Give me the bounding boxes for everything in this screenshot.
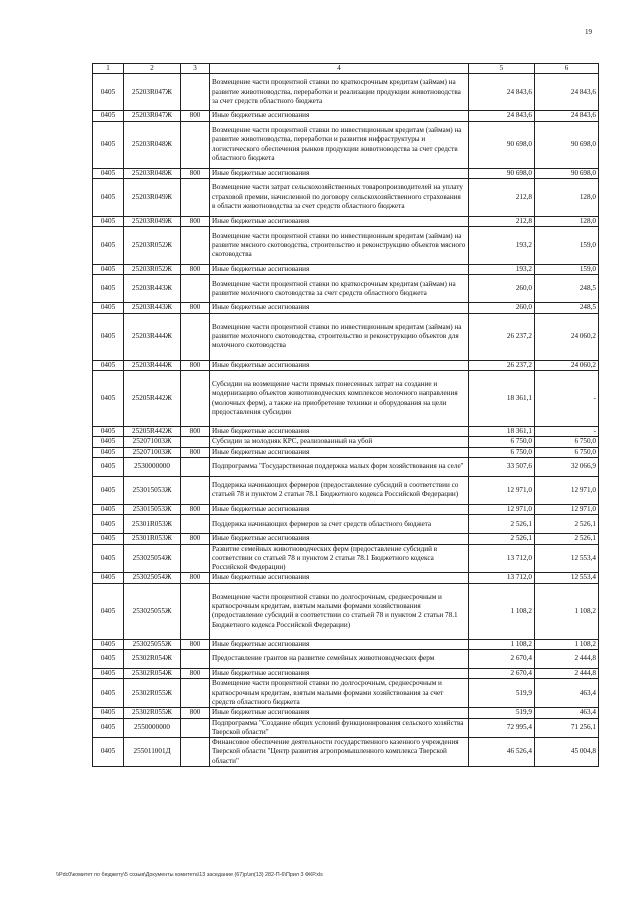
section-code-cell: 0405 [93, 534, 124, 544]
table-row [93, 718, 599, 738]
section-code-cell: 0405 [93, 371, 124, 427]
planned-amount-cell: 519,9 [469, 679, 535, 708]
target-article-cell: 253025055Ж [124, 639, 181, 649]
item-name-cell: Возмещение части процентной ставки по краткосрочным кредитам (займам) на развитие молочного скотоводства за счет средств областного бюджета [210, 275, 469, 303]
executed-amount-cell: 12 553,4 [535, 573, 599, 583]
planned-amount-cell: 33 507,6 [469, 457, 535, 476]
executed-amount-cell: 24 060,2 [535, 313, 599, 360]
section-code-cell: 0405 [93, 708, 124, 718]
executed-amount-cell: 90 698,0 [535, 121, 599, 168]
expense-type-cell: 800 [181, 669, 210, 679]
planned-amount-cell: 260,0 [469, 275, 535, 303]
section-code-cell: 0405 [93, 313, 124, 360]
section-code-cell: 0405 [93, 639, 124, 649]
executed-amount-cell: 12 971,0 [535, 504, 599, 514]
target-article-cell: 253025054Ж [124, 544, 181, 573]
expense-type-cell: 800 [181, 168, 210, 178]
target-article-cell: 25203R047Ж [124, 111, 181, 121]
expense-type-cell [181, 313, 210, 360]
target-article-cell: 255011001Д [124, 738, 181, 767]
item-name-cell: Иные бюджетные ассигнования [210, 427, 469, 437]
section-code-cell: 0405 [93, 303, 124, 313]
target-article-cell: 25301R053Ж [124, 515, 181, 534]
section-code-cell: 0405 [93, 476, 124, 504]
planned-amount-cell: 72 995,4 [469, 718, 535, 738]
section-code-cell: 0405 [93, 544, 124, 573]
executed-amount-cell: 248,5 [535, 303, 599, 313]
executed-amount-cell: 248,5 [535, 275, 599, 303]
planned-amount-cell: 2 670,4 [469, 669, 535, 679]
target-article-cell: 25203R049Ж [124, 216, 181, 226]
target-article-cell: 25203R048Ж [124, 168, 181, 178]
target-article-cell: 253025054Ж [124, 573, 181, 583]
expense-type-cell [181, 437, 210, 447]
expense-type-cell: 800 [181, 216, 210, 226]
section-code-cell: 0405 [93, 427, 124, 437]
expense-type-cell [181, 371, 210, 427]
expense-type-cell [181, 457, 210, 476]
table-row [93, 178, 599, 216]
table-row [93, 583, 599, 639]
target-article-cell: 253015053Ж [124, 476, 181, 504]
section-code-cell: 0405 [93, 515, 124, 534]
expense-type-cell [181, 74, 210, 111]
section-code-cell: 0405 [93, 437, 124, 447]
footer-file-path: \\Pdc0\комитет по бюджету\5 созыв\Документы комитета\13 заседание (67)р\зп(13) 282-П-6\Прил 3 ФКР.xls [56, 872, 323, 878]
expense-type-cell: 800 [181, 360, 210, 370]
expense-type-cell [181, 738, 210, 767]
planned-amount-cell: 260,0 [469, 303, 535, 313]
executed-amount-cell: 2 526,1 [535, 515, 599, 534]
table-row [93, 265, 599, 275]
item-name-cell: Иные бюджетные ассигнования [210, 216, 469, 226]
section-code-cell: 0405 [93, 168, 124, 178]
executed-amount-cell: 1 108,2 [535, 583, 599, 639]
planned-amount-cell: 18 361,1 [469, 427, 535, 437]
section-code-cell: 0405 [93, 504, 124, 514]
table-row [93, 227, 599, 265]
executed-amount-cell: - [535, 427, 599, 437]
executed-amount-cell: 90 698,0 [535, 168, 599, 178]
column-number: 3 [181, 64, 210, 74]
executed-amount-cell: 463,4 [535, 679, 599, 708]
expense-type-cell: 800 [181, 534, 210, 544]
expense-type-cell [181, 178, 210, 216]
target-article-cell: 25203R049Ж [124, 178, 181, 216]
planned-amount-cell: 24 843,6 [469, 74, 535, 111]
executed-amount-cell: 32 066,9 [535, 457, 599, 476]
expense-type-cell [181, 544, 210, 573]
executed-amount-cell: 159,0 [535, 227, 599, 265]
item-name-cell: Возмещение части процентной ставки по инвестиционным кредитам (займам) на развитие мясного скотоводства, строительство и реконструкцию объектов мясного скотоводства [210, 227, 469, 265]
item-name-cell: Развитие семейных животноводческих ферм (предоставление субсидий в соответствии со статьей 78 и пунктом 2 статьи 78.1 Бюджетного кодекса Российской Федерации) [210, 544, 469, 573]
table-row [93, 360, 599, 370]
section-code-cell: 0405 [93, 121, 124, 168]
target-article-cell: 25203R444Ж [124, 360, 181, 370]
column-number-row [93, 64, 599, 74]
planned-amount-cell: 18 361,1 [469, 371, 535, 427]
table-row [93, 216, 599, 226]
planned-amount-cell: 12 971,0 [469, 504, 535, 514]
section-code-cell: 0405 [93, 457, 124, 476]
table-row [93, 573, 599, 583]
section-code-cell: 0405 [93, 573, 124, 583]
table-row [93, 544, 599, 573]
executed-amount-cell: 463,4 [535, 708, 599, 718]
target-article-cell: 25203R047Ж [124, 74, 181, 111]
expense-type-cell: 800 [181, 447, 210, 457]
table-row [93, 515, 599, 534]
item-name-cell: Возмещение части процентной ставки по инвестиционным кредитам (займам) на развитие молочного скотоводства, строительство и реконструкцию объектов для молочного скотоводства [210, 313, 469, 360]
executed-amount-cell: 71 256,1 [535, 718, 599, 738]
item-name-cell: Поддержка начинающих фермеров за счет средств областного бюджета [210, 515, 469, 534]
expense-type-cell: 800 [181, 639, 210, 649]
table-row [93, 708, 599, 718]
target-article-cell: 25203R444Ж [124, 313, 181, 360]
table-row [93, 111, 599, 121]
item-name-cell: Возмещение части процентной ставки по долгосрочным, среднесрочным и краткосрочным кредитам, взятым малыми формами хозяйствования за счет средств областного бюджета [210, 679, 469, 708]
target-article-cell: 25302R054Ж [124, 669, 181, 679]
item-name-cell: Возмещение части процентной ставки по долгосрочным, среднесрочным и краткосрочным кредитам, взятым малыми формами хозяйствования (предоставление субсидий в соответствии со статьей 78 и пунктом 2 статьи 78.1 Бюджетного кодекса Российской Федерации) [210, 583, 469, 639]
item-name-cell: Иные бюджетные ассигнования [210, 265, 469, 275]
expense-type-cell: 800 [181, 708, 210, 718]
table-row [93, 371, 599, 427]
section-code-cell: 0405 [93, 669, 124, 679]
table-body [93, 74, 599, 767]
expense-type-cell: 800 [181, 573, 210, 583]
planned-amount-cell: 1 108,2 [469, 583, 535, 639]
item-name-cell: Иные бюджетные ассигнования [210, 534, 469, 544]
section-code-cell: 0405 [93, 178, 124, 216]
executed-amount-cell: 2 444,8 [535, 669, 599, 679]
item-name-cell: Субсидии за молодняк КРС, реализованный на убой [210, 437, 469, 447]
planned-amount-cell: 90 698,0 [469, 121, 535, 168]
table-row [93, 669, 599, 679]
planned-amount-cell: 193,2 [469, 227, 535, 265]
target-article-cell: 253015053Ж [124, 504, 181, 514]
item-name-cell: Возмещение части процентной ставки по краткосрочным кредитам (займам) на развитие животноводства, переработки и реализации продукции животноводства за счет средств областного бюджета [210, 74, 469, 111]
section-code-cell: 0405 [93, 360, 124, 370]
expense-type-cell: 800 [181, 427, 210, 437]
target-article-cell: 25203R048Ж [124, 121, 181, 168]
planned-amount-cell: 26 237,2 [469, 313, 535, 360]
table-row [93, 457, 599, 476]
planned-amount-cell: 1 108,2 [469, 639, 535, 649]
table-row [93, 476, 599, 504]
planned-amount-cell: 6 750,0 [469, 437, 535, 447]
executed-amount-cell: 6 750,0 [535, 447, 599, 457]
executed-amount-cell: 12 971,0 [535, 476, 599, 504]
planned-amount-cell: 6 750,0 [469, 447, 535, 457]
executed-amount-cell: 45 004,8 [535, 738, 599, 767]
section-code-cell: 0405 [93, 583, 124, 639]
executed-amount-cell: - [535, 371, 599, 427]
budget-table [92, 63, 599, 767]
executed-amount-cell: 24 060,2 [535, 360, 599, 370]
executed-amount-cell: 1 108,2 [535, 639, 599, 649]
item-name-cell: Подпрограмма "Государственная поддержка малых форм хозяйствования на селе" [210, 457, 469, 476]
column-number: 2 [124, 64, 181, 74]
target-article-cell: 25203R052Ж [124, 265, 181, 275]
expense-type-cell [181, 718, 210, 738]
table-row [93, 313, 599, 360]
item-name-cell: Иные бюджетные ассигнования [210, 360, 469, 370]
target-article-cell: 25302R055Ж [124, 679, 181, 708]
table-row [93, 447, 599, 457]
executed-amount-cell: 2 444,8 [535, 650, 599, 669]
target-article-cell: 25301R053Ж [124, 534, 181, 544]
expense-type-cell [181, 583, 210, 639]
expense-type-cell: 800 [181, 504, 210, 514]
section-code-cell: 0405 [93, 718, 124, 738]
target-article-cell: 252071003Ж [124, 447, 181, 457]
table-row [93, 275, 599, 303]
expense-type-cell [181, 275, 210, 303]
target-article-cell: 25203R052Ж [124, 227, 181, 265]
target-article-cell: 25203R443Ж [124, 275, 181, 303]
table-row [93, 504, 599, 514]
item-name-cell: Иные бюджетные ассигнования [210, 447, 469, 457]
item-name-cell: Иные бюджетные ассигнования [210, 168, 469, 178]
planned-amount-cell: 13 712,0 [469, 573, 535, 583]
section-code-cell: 0405 [93, 74, 124, 111]
target-article-cell: 25205R442Ж [124, 427, 181, 437]
executed-amount-cell: 24 843,6 [535, 111, 599, 121]
item-name-cell: Иные бюджетные ассигнования [210, 669, 469, 679]
target-article-cell: 2550000000 [124, 718, 181, 738]
planned-amount-cell: 212,8 [469, 216, 535, 226]
section-code-cell: 0405 [93, 738, 124, 767]
planned-amount-cell: 24 843,6 [469, 111, 535, 121]
executed-amount-cell: 12 553,4 [535, 544, 599, 573]
table-row [93, 303, 599, 313]
planned-amount-cell: 212,8 [469, 178, 535, 216]
table-row [93, 74, 599, 111]
column-number: 5 [469, 64, 535, 74]
item-name-cell: Подпрограмма "Создание общих условий функционирования сельского хозяйства Тверской области" [210, 718, 469, 738]
page-number: 19 [585, 28, 592, 36]
table-row [93, 427, 599, 437]
table-row [93, 679, 599, 708]
section-code-cell: 0405 [93, 650, 124, 669]
item-name-cell: Поддержка начинающих фермеров (предоставление субсидий в соответствии со статьей 78 и пунктом 2 статьи 78.1 Бюджетного кодекса Российской Федерации) [210, 476, 469, 504]
item-name-cell: Иные бюджетные ассигнования [210, 504, 469, 514]
planned-amount-cell: 519,9 [469, 708, 535, 718]
planned-amount-cell: 26 237,2 [469, 360, 535, 370]
target-article-cell: 25205R442Ж [124, 371, 181, 427]
expense-type-cell [181, 650, 210, 669]
expense-type-cell [181, 679, 210, 708]
table-row [93, 121, 599, 168]
expense-type-cell [181, 515, 210, 534]
item-name-cell: Предоставление грантов на развитие семейных животноводческих ферм [210, 650, 469, 669]
item-name-cell: Иные бюджетные ассигнования [210, 111, 469, 121]
target-article-cell: 253025055Ж [124, 583, 181, 639]
executed-amount-cell: 2 526,1 [535, 534, 599, 544]
table-row [93, 168, 599, 178]
planned-amount-cell: 90 698,0 [469, 168, 535, 178]
item-name-cell: Возмещение части процентной ставки по инвестиционным кредитам (займам) на развитие животноводства, переработки и развития инфраструктуры и логистического обеспечения рынков продукции животноводства за счет средств областного бюджета [210, 121, 469, 168]
item-name-cell: Иные бюджетные ассигнования [210, 573, 469, 583]
target-article-cell: 2530000000 [124, 457, 181, 476]
item-name-cell: Субсидии на возмещение части прямых понесенных затрат на создание и модернизацию объектов животноводческих комплексов молочного направления (молочных ферм), а также на приобретение техники и оборудования на цели предоставления субсидии [210, 371, 469, 427]
table-row [93, 650, 599, 669]
planned-amount-cell: 2 670,4 [469, 650, 535, 669]
planned-amount-cell: 2 526,1 [469, 534, 535, 544]
table-row [93, 437, 599, 447]
executed-amount-cell: 128,0 [535, 178, 599, 216]
expense-type-cell: 800 [181, 111, 210, 121]
planned-amount-cell: 13 712,0 [469, 544, 535, 573]
target-article-cell: 25203R443Ж [124, 303, 181, 313]
item-name-cell: Финансовое обеспечение деятельности государственного казенного учреждения Тверской области "Центр развития агропромышленного комплекса Тверской области" [210, 738, 469, 767]
section-code-cell: 0405 [93, 111, 124, 121]
column-number: 1 [93, 64, 124, 74]
expense-type-cell: 800 [181, 303, 210, 313]
target-article-cell: 252071003Ж [124, 437, 181, 447]
section-code-cell: 0405 [93, 447, 124, 457]
table-row [93, 639, 599, 649]
executed-amount-cell: 6 750,0 [535, 437, 599, 447]
item-name-cell: Иные бюджетные ассигнования [210, 708, 469, 718]
table-row [93, 534, 599, 544]
item-name-cell: Иные бюджетные ассигнования [210, 639, 469, 649]
table-row [93, 738, 599, 767]
planned-amount-cell: 46 526,4 [469, 738, 535, 767]
planned-amount-cell: 2 526,1 [469, 515, 535, 534]
executed-amount-cell: 128,0 [535, 216, 599, 226]
planned-amount-cell: 12 971,0 [469, 476, 535, 504]
column-number: 4 [210, 64, 469, 74]
expense-type-cell [181, 476, 210, 504]
section-code-cell: 0405 [93, 275, 124, 303]
section-code-cell: 0405 [93, 216, 124, 226]
target-article-cell: 25302R055Ж [124, 708, 181, 718]
item-name-cell: Иные бюджетные ассигнования [210, 303, 469, 313]
column-number: 6 [535, 64, 599, 74]
expense-type-cell: 800 [181, 265, 210, 275]
section-code-cell: 0405 [93, 679, 124, 708]
expense-type-cell [181, 121, 210, 168]
section-code-cell: 0405 [93, 265, 124, 275]
executed-amount-cell: 24 843,6 [535, 74, 599, 111]
expense-type-cell [181, 227, 210, 265]
item-name-cell: Возмещение части затрат сельскохозяйственных товаропроизводителей на уплату страховой премии, начисленной по договору сельскохозяйственного страхования в области животноводства за счет средств областного бюджета [210, 178, 469, 216]
target-article-cell: 25302R054Ж [124, 650, 181, 669]
section-code-cell: 0405 [93, 227, 124, 265]
planned-amount-cell: 193,2 [469, 265, 535, 275]
executed-amount-cell: 159,0 [535, 265, 599, 275]
